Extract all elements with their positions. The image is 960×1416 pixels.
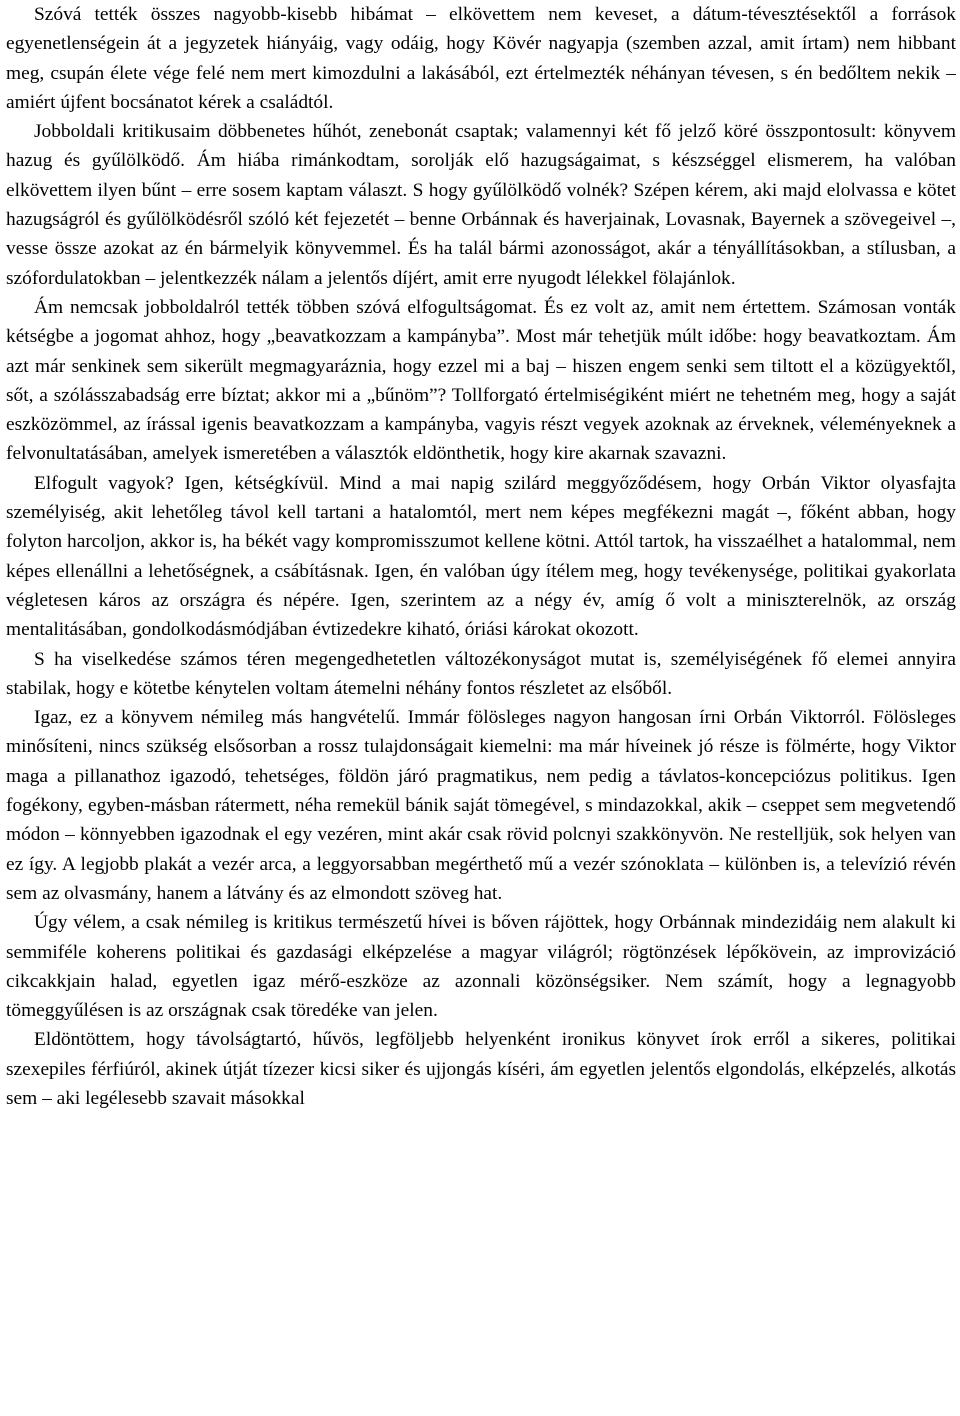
paragraph-1: Szóvá tették összes nagyobb-kisebb hibámat – elkövettem nem keveset, a dátum-tévesztésektől a források egyenetlenségein át a jegyzetek hiányáig, vagy odáig, hogy Kövér nagyapja (szemben azzal, amit írtam) nem hibbant meg, csupán élete vége felé nem mert kimozdulni a lakásából, ezt értelmezték néhányan tévesen, s én bedőltem nekik – amiért újfent bocsánatot kérek a családtól. <box>6 4 956 113</box>
paragraph-4: Elfogult vagyok? Igen, kétségkívül. Mind a mai napig szilárd meggyőződésem, hogy Orbán Viktor olyasfajta személyiség, akit lehetőleg távol kell tartani a hatalomtól, mert nem képes megfékezni magát –, főként abban, hogy folyton harcoljon, akkor is, ha békét vagy kompromisszumot kellene kötni. Attól tartok, ha visszaélhet a hatalommal, nem képes ellenállni a lehetőségnek, a csábításnak. Igen, én valóban úgy ítélem meg, hogy tevékenysége, politikai gyakorlata végletesen káros az országra és népére. Igen, szerintem az a négy év, amíg ő volt a miniszterelnök, az ország mentalitásában, gondolkodásmódjában évtizedekre kiható, óriási károkat okozott. <box>6 472 956 641</box>
document-page <box>6 0 956 1113</box>
paragraph-7: Úgy vélem, a csak némileg is kritikus természetű hívei is bőven rájöttek, hogy Orbánnak mindezidáig nem alakult ki semmiféle koherens politikai és gazdasági elképzelése a magyar világról; rögtönzések lépőkövein, az improvizáció cikcakkjain halad, egyetlen igaz mérő-eszköze az azonnali közönségsiker. Nem számít, hogy a legnagyobb tömeggyűlésen is az országnak csak töredéke van jelen. <box>6 912 956 1022</box>
paragraph-3: Ám nemcsak jobboldalról tették többen szóvá elfogultságomat. És ez volt az, amit nem értettem. Számosan vonták kétségbe a jogomat ahhoz, hogy „beavatkozzam a kampányba”. Most már tehetjük múlt időbe: hogy beavatkoztam. Ám azt már senkinek sem sikerült megmagyaráznia, hogy ezzel mi a baj – hiszen engem senki sem tiltott el a közügyektől, sőt, a szólásszabadság erre bíztat; akkor mi a „bűnöm”? Tollforgató értelmiségiként miért ne tehetném meg, hogy a saját eszközömmel, az írással igenis beavatkozzam a kampányba, vagyis részt vegyek azoknak az érveknek, véleményeknek a felvonultatásában, amelyek ismeretében a választók eldönthetik, hogy kire akarnak szavazni. <box>6 296 956 465</box>
paragraph-5: S ha viselkedése számos téren megengedhetetlen változékonyságot mutat is, személyiségének fő elemei annyira stabilak, hogy e kötetbe kénytelen voltam átemelni néhány fontos részletet az elsőből. <box>6 648 956 699</box>
paragraph-2: Jobboldali kritikusaim döbbenetes hűhót, zenebonát csaptak; valamennyi két fő jelző köré összpontosult: könyvem hazug és gyűlölködő. Ám hiába rimánkodtam, sorolják elő hazugságaimat, s készséggel elismerem, ha valóban elkövettem ilyen bűnt – erre sosem kaptam választ. S hogy gyűlölködő volnék? Szépen kérem, aki majd elolvassa e kötet hazugságról és gyűlölködésről szóló két fejezetét – benne Orbánnak és haverjainak, Lovasnak, Bayernek a szövegeivel –, vesse össze azokat az én bármelyik könyvemmel. És ha talál bármi azonosságot, akár a tényállításokban, a stílusban, a szófordulatokban – jelentkezzék nálam a jelentős díjért, amit erre nyugodt lélekkel fölajánlok. <box>6 121 956 289</box>
paragraph-8: Eldöntöttem, hogy távolságtartó, hűvös, legföljebb helyenként ironikus könyvet írok erről a sikeres, politikai szexepiles férfiúról, akinek útját tízezer kicsi siker és ujjongás kíséri, ám egyetlen jelentős elgondolás, elképzelés, alkotás sem – aki legélesebb szavait másokkal <box>6 1029 956 1109</box>
paragraph-6: Igaz, ez a könyvem némileg más hangvételű. Immár fölösleges nagyon hangosan írni Orbán Viktorról. Fölösleges minősíteni, nincs szükség elsősorban a rossz tulajdonságait kiemelni: ma már híveinek jó része is fölmérte, hogy Viktor maga a pillanathoz igazodó, tehetséges, földön járó pragmatikus, nem pedig a távlatos-koncepciózus politikus. Igen fogékony, egyben-másban rátermett, néha remekül bánik saját tömegével, s mindazokkal, akik – cseppet sem megvetendő módon – könnyebben igazodnak el egy vezéren, mint akár csak rövid polcnyi szakkönyvön. Ne restelljük, sok helyen van ez így. A legjobb plakát a vezér arca, a leggyorsabban megérthető mű a vezér szónoklata – különben is, a televízió révén sem az olvasmány, hanem a látvány és az elmondott szöveg hat. <box>6 707 956 904</box>
